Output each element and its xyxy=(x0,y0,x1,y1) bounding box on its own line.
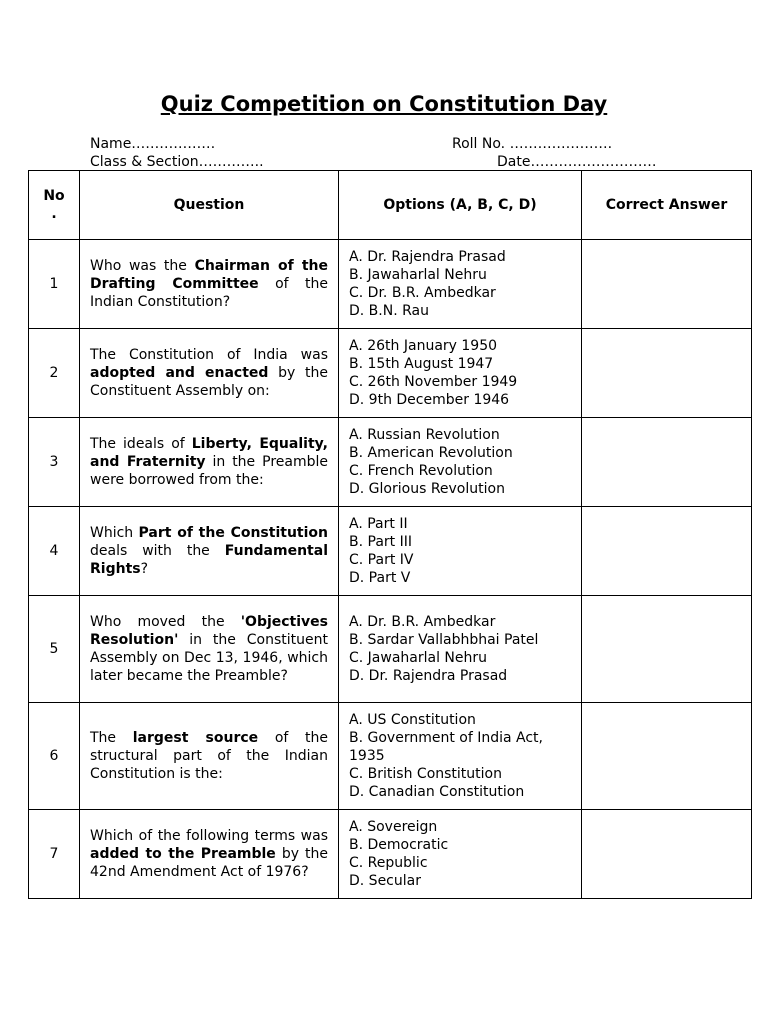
option-item: A. Dr. Rajendra Prasad xyxy=(349,249,506,265)
name-field[interactable]: Name……………… xyxy=(90,136,216,152)
question-number: 5 xyxy=(29,596,80,703)
question-text xyxy=(80,810,339,899)
table-row xyxy=(29,329,752,418)
correct-answer-cell[interactable] xyxy=(582,596,752,703)
question-number: 7 xyxy=(29,810,80,899)
correct-answer-cell[interactable] xyxy=(582,507,752,596)
options-cell xyxy=(339,240,582,329)
option-item: A. US Constitution xyxy=(349,712,476,728)
option-item: D. Part V xyxy=(349,570,411,586)
question-fragment: deals with the xyxy=(90,543,225,559)
option-item: A. Sovereign xyxy=(349,819,438,835)
option-item: D. Glorious Revolution xyxy=(349,481,505,497)
option-item: D. Secular xyxy=(349,873,421,889)
table-row xyxy=(29,810,752,899)
question-number: 6 xyxy=(29,703,80,810)
option-item: B. Sardar Vallabhbhai Patel xyxy=(349,632,539,648)
class-section-field[interactable]: Class & Section………….. xyxy=(90,154,264,170)
quiz-body xyxy=(29,240,752,899)
correct-answer-cell[interactable] xyxy=(582,810,752,899)
question-text xyxy=(80,418,339,507)
option-item: A. Dr. B.R. Ambedkar xyxy=(349,614,496,630)
header-correct-answer: Correct Answer xyxy=(582,171,752,240)
header-no xyxy=(29,171,80,240)
page-title: Quiz Competition on Constitution Day xyxy=(160,92,608,116)
option-item: B. 15th August 1947 xyxy=(349,356,494,372)
option-item: A. Part II xyxy=(349,516,408,532)
question-fragment: Which of the following terms was xyxy=(90,828,328,844)
correct-answer-cell[interactable] xyxy=(582,703,752,810)
question-fragment: The Constitution of India was xyxy=(90,347,328,363)
question-emphasis: Part of the Constitution xyxy=(138,525,328,541)
question-emphasis: Fundamental Rights xyxy=(90,543,328,577)
question-emphasis: 'Objectives Resolution' xyxy=(90,614,328,648)
option-item: D. B.N. Rau xyxy=(349,303,429,319)
option-item: C. Republic xyxy=(349,855,428,871)
options-cell xyxy=(339,703,582,810)
options-cell xyxy=(339,507,582,596)
question-fragment: in the Preamble were borrowed from the: xyxy=(90,454,328,488)
table-row xyxy=(29,418,752,507)
option-item: B. Government of India Act, 1935 xyxy=(349,730,543,764)
options-cell xyxy=(339,329,582,418)
options-cell xyxy=(339,596,582,703)
question-text xyxy=(80,240,339,329)
option-item: B. Part III xyxy=(349,534,412,550)
option-item: B. American Revolution xyxy=(349,445,513,461)
option-item: C. French Revolution xyxy=(349,463,493,479)
question-fragment: Who was the xyxy=(90,258,195,274)
question-text xyxy=(80,703,339,810)
question-text xyxy=(80,329,339,418)
question-emphasis: Chairman of the Drafting Committee xyxy=(90,258,328,292)
option-item: B. Jawaharlal Nehru xyxy=(349,267,487,283)
question-emphasis: Liberty, Equality, and Fraternity xyxy=(90,436,328,470)
question-emphasis: adopted and enacted xyxy=(90,365,269,381)
table-row xyxy=(29,507,752,596)
header-question: Question xyxy=(80,171,339,240)
option-item: D. Dr. Rajendra Prasad xyxy=(349,668,508,684)
question-number: 1 xyxy=(29,240,80,329)
question-fragment: in the Constituent Assembly on Dec 13, 1946, which later became the Preamble? xyxy=(90,632,328,684)
table-row xyxy=(29,703,752,810)
option-item: C. Jawaharlal Nehru xyxy=(349,650,488,666)
header-no-dot: . xyxy=(51,206,57,222)
option-item: A. Russian Revolution xyxy=(349,427,500,443)
correct-answer-cell[interactable] xyxy=(582,329,752,418)
options-cell xyxy=(339,810,582,899)
question-fragment: of the Indian Constitution? xyxy=(90,276,328,310)
question-fragment: Which xyxy=(90,525,139,541)
correct-answer-cell[interactable] xyxy=(582,418,752,507)
option-item: B. Democratic xyxy=(349,837,449,853)
option-item: D. 9th December 1946 xyxy=(349,392,510,408)
option-item: D. Canadian Constitution xyxy=(349,784,525,800)
question-fragment: of the structural part of the Indian Constitution is the: xyxy=(90,730,328,782)
quiz-table xyxy=(28,170,752,899)
table-row xyxy=(29,596,752,703)
header-options: Options (A, B, C, D) xyxy=(339,171,582,240)
question-fragment: Who moved the xyxy=(90,614,241,630)
question-fragment: by the Constituent Assembly on: xyxy=(90,365,328,399)
question-text xyxy=(80,507,339,596)
correct-answer-cell[interactable] xyxy=(582,240,752,329)
question-text xyxy=(80,596,339,703)
table-header-row xyxy=(29,171,752,240)
option-item: A. 26th January 1950 xyxy=(349,338,498,354)
question-emphasis: largest source xyxy=(132,730,259,746)
question-number: 4 xyxy=(29,507,80,596)
option-item: C. Dr. B.R. Ambedkar xyxy=(349,285,496,301)
question-fragment: by the 42nd Amendment Act of 1976? xyxy=(90,846,328,880)
roll-no-field[interactable]: Roll No. …………………. xyxy=(452,136,613,152)
question-fragment: ? xyxy=(140,561,149,577)
date-field[interactable]: Date……………………… xyxy=(497,154,657,170)
header-no-label: No xyxy=(43,188,65,204)
option-item: C. British Constitution xyxy=(349,766,502,782)
question-emphasis: added to the Preamble xyxy=(90,846,276,862)
option-item: C. Part IV xyxy=(349,552,414,568)
question-number: 3 xyxy=(29,418,80,507)
table-row xyxy=(29,240,752,329)
question-fragment: The ideals of xyxy=(90,436,192,452)
question-fragment: The xyxy=(90,730,133,746)
question-number: 2 xyxy=(29,329,80,418)
options-cell xyxy=(339,418,582,507)
option-item: C. 26th November 1949 xyxy=(349,374,518,390)
